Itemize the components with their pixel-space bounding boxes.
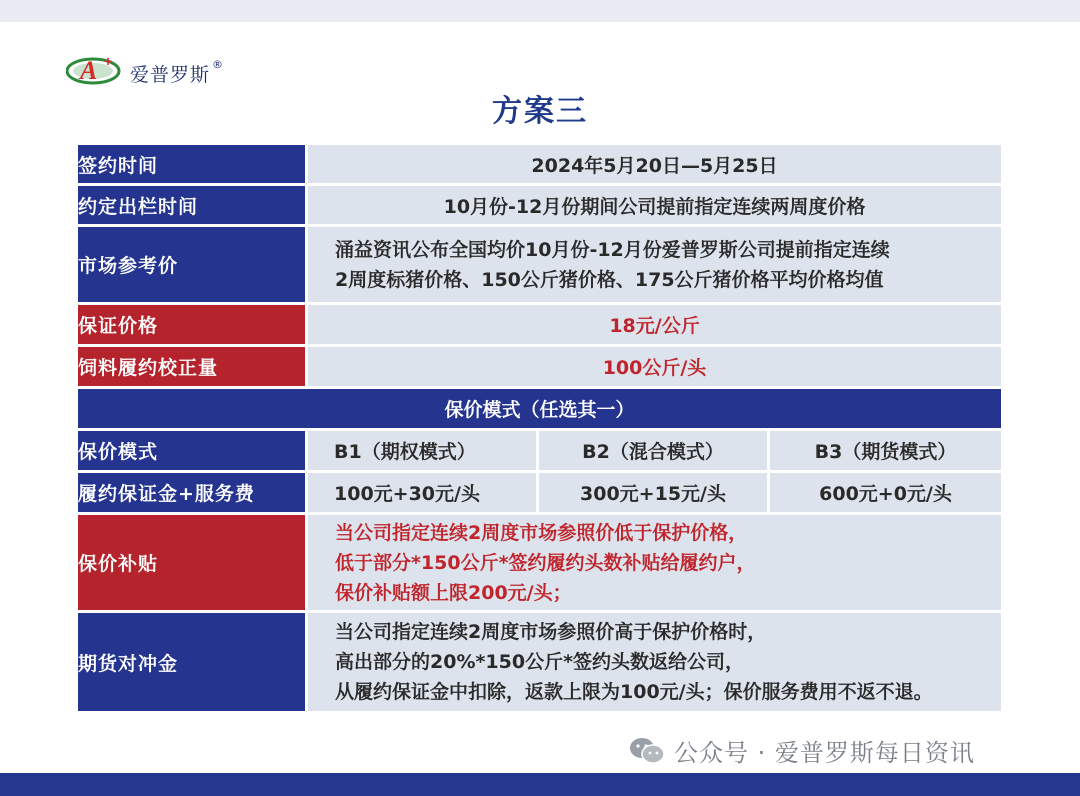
market-price-label: 市场参考价 [78, 227, 308, 302]
row-mode [78, 431, 1001, 470]
row-mode-heading [78, 389, 1001, 428]
market-price-value [308, 227, 1001, 302]
delivery-time-label: 约定出栏时间 [78, 186, 308, 224]
wechat-icon [628, 736, 666, 766]
feed-correction-value: 100公斤/头 [308, 347, 1001, 386]
bottom-band [0, 773, 1080, 796]
watermark [628, 733, 975, 768]
subsidy-value [308, 515, 1001, 610]
hedge-label: 期货对冲金 [78, 613, 308, 711]
mode-b1: B1（期权模式） [308, 431, 539, 470]
hedge-line1: 当公司指定连续2周度市场参照价高于保护价格时， [335, 621, 767, 643]
subsidy-line2: 低于部分*150公斤*签约履约头数补贴给履约户， [335, 551, 756, 574]
watermark-text: 公众号 · 爱普罗斯每日资讯 [674, 739, 975, 767]
row-delivery-time [78, 186, 1001, 224]
guarantee-price-label: 保证价格 [78, 305, 308, 344]
top-band [0, 0, 1080, 22]
brand-logo-icon [66, 52, 124, 88]
plan-table [78, 142, 1001, 714]
sign-time-label: 签约时间 [78, 145, 308, 183]
subsidy-line3: 保价补贴额上限200元/头； [335, 581, 572, 604]
deposit-b3: 600元+0元/头 [770, 473, 1001, 512]
row-feed-correction [78, 347, 1001, 386]
brand-logo [66, 52, 223, 88]
svg-text:+: + [104, 53, 113, 69]
row-subsidy [78, 515, 1001, 610]
subsidy-label: 保价补贴 [78, 515, 308, 610]
deposit-label: 履约保证金+服务费 [78, 473, 308, 512]
page-title: 方案三 [492, 94, 588, 129]
registered-mark: ® [212, 57, 224, 71]
hedge-line3: 从履约保证金中扣除，返款上限为100元/头；保价服务费用不返不退。 [335, 681, 933, 703]
market-price-line1: 涌益资讯公布全国均价10月份-12月份爱普罗斯公司提前指定连续 [335, 238, 890, 261]
hedge-value [308, 613, 1001, 711]
guarantee-price-value: 18元/公斤 [308, 305, 1001, 344]
brand-name: 爱普罗斯 [130, 63, 211, 86]
hedge-line2: 高出部分的20%*150公斤*签约头数返给公司， [335, 651, 745, 673]
row-guarantee-price [78, 305, 1001, 344]
mode-b2: B2（混合模式） [539, 431, 770, 470]
mode-section-heading: 保价模式（任选其一） [78, 389, 1001, 428]
row-market-price [78, 227, 1001, 302]
row-sign-time [78, 145, 1001, 183]
svg-text:A: A [80, 56, 98, 85]
row-hedge [78, 613, 1001, 711]
sign-time-value: 2024年5月20日—5月25日 [308, 145, 1001, 183]
deposit-b1: 100元+30元/头 [308, 473, 539, 512]
mode-b3: B3（期货模式） [770, 431, 1001, 470]
deposit-b2: 300元+15元/头 [539, 473, 770, 512]
feed-correction-label: 饲料履约校正量 [78, 347, 308, 386]
row-deposit [78, 473, 1001, 512]
subsidy-line1: 当公司指定连续2周度市场参照价低于保护价格， [335, 521, 748, 544]
market-price-line2: 2周度标猪价格、150公斤猪价格、175公斤猪价格平均价格均值 [335, 268, 884, 291]
delivery-time-value: 10月份-12月份期间公司提前指定连续两周度价格 [308, 186, 1001, 224]
mode-label: 保价模式 [78, 431, 308, 470]
